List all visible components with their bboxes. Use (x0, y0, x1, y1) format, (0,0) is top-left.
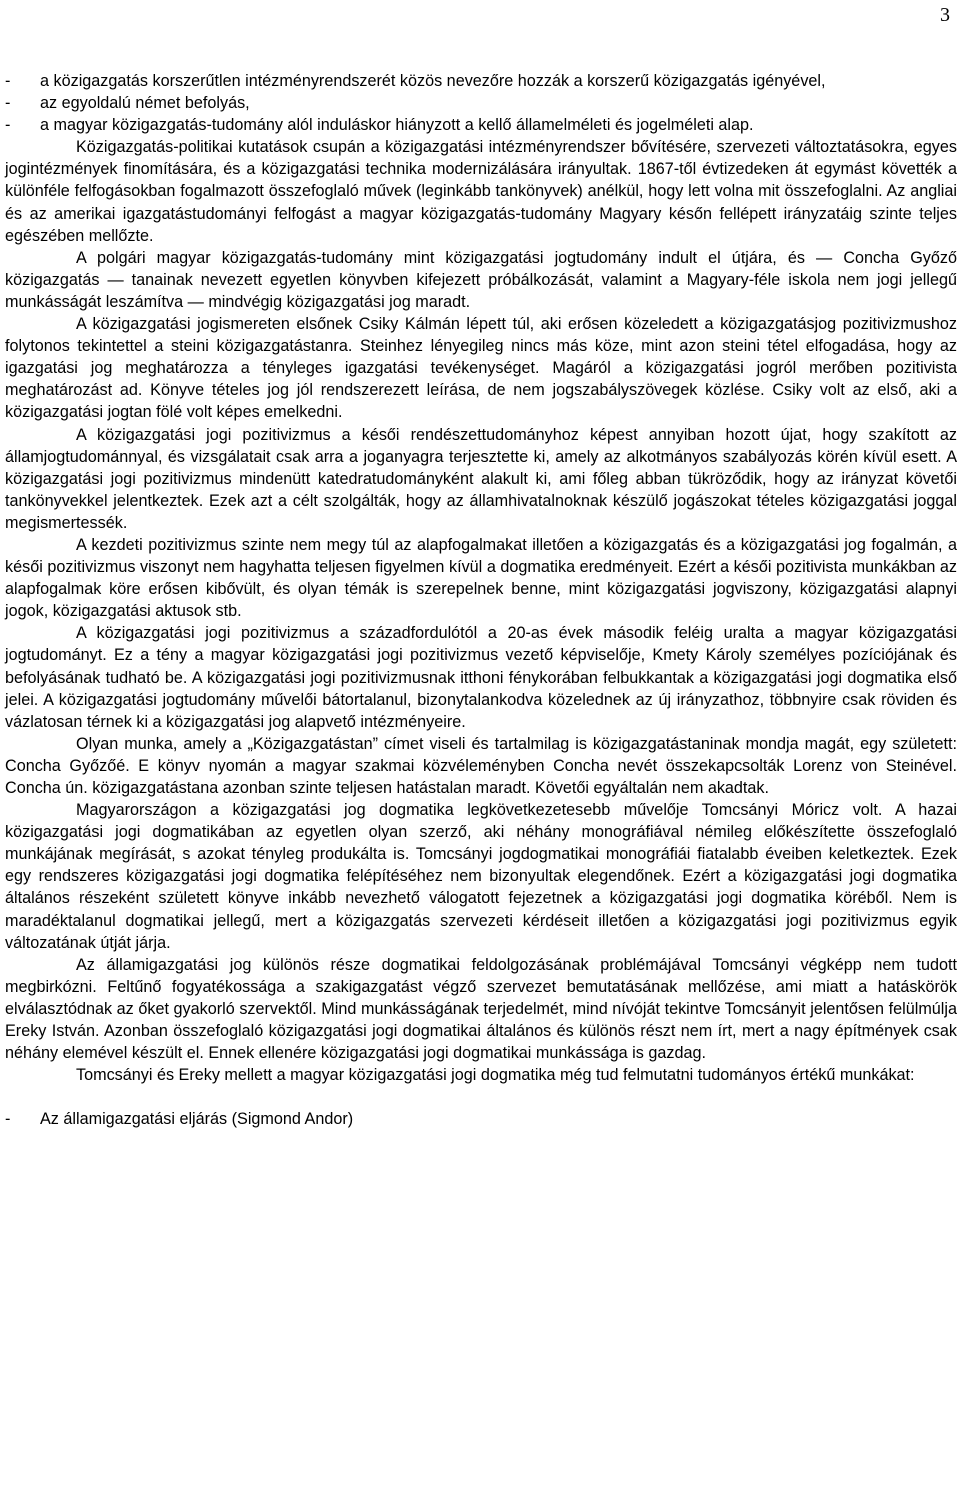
list-dash: - (5, 116, 11, 135)
list-item-text: a közigazgatás korszerűtlen intézményrendszerét közös nevezőre hozzák a korszerű közigazgatás igényével, (40, 72, 826, 90)
intro-list (5, 70, 957, 136)
list-dash: - (5, 72, 11, 90)
list-item (5, 70, 957, 92)
paragraph: Magyarországon a közigazgatási jog dogmatika legkövetkezetesebb művelője Tomcsányi Móricz volt. A hazai közigazgatási jogi dogmatikában az egyetlen olyan szerző, aki néhány monográfiával némileg előkészítette összefoglaló munkájának megírását, s azokat tényleg produkálta is. Tomcsányi jogdogmatikai monográfiái fiatalabb éveiben keletkeztek. Ezek egy rendszeres közigazgatási jogi dogmatika felépítéséhez nem bizonyultak elegendőnek. Ezért a közigazgatási jogi dogmatika általános részeként született könyve inkább nevezhető válogatott fejezetnek a közigazgatási jogi dogmatika köréből. Nem is maradéktalanul dogmatikai jellegű, mert a közigazgatás szervezeti kérdéseit illetően a közigazgatási jogi pozitivizmus egyik változatának útját járja. (5, 801, 957, 952)
spacer (5, 1086, 957, 1108)
paragraph: Olyan munka, amely a „Közigazgatástan” címet viseli és tartalmilag is közigazgatástaninak mondja magát, egy született: Concha Győzőé. E könyv nyomán a magyar szakmai közvéleményben Concha nevét összekapcsolták Lorenz von Steinével. Concha ún. közigazgatástana azonban szinte teljesen hatástalan maradt. Követői egyáltalán nem akadtak. (5, 734, 957, 797)
paragraph: A közigazgatási jogi pozitivizmus a késői rendészettudományhoz képest annyiban hozott újat, hogy szakított az államjogtudománnyal, és vizsgálatait csak arra a joganyagra terjesztette ki, amely az alkotmányos szabályozás körén kívül esett. A közigazgatási jogi pozitivizmus mindenütt katedratudományként alakult ki, ami főleg abban tükröződik, hogy az irányzat követői tankönyvekkel jelentkeztek. Ezek azt a célt szolgálták, hogy az államhivatalnoknak készülő jogászokat tételes közigazgatási joggal megismertessék. (5, 425, 957, 532)
bottom-list (5, 1108, 957, 1130)
paragraph: Az államigazgatási jog különös része dogmatikai feldolgozásának problémájával Tomcsányi végképp nem tudott megbirkózni. Feltűnő fogyatékossága a szakigazgatást végző szervezet bemutatásának mellőzése, ami miatt a hatáskörök elválasztódnak az őket gyakorló szervektől. Mind munkásságának terjedelmét, mind nívóját tekintve Tomcsányit jelentősen felülmúlja Ereky István. Azonban összefoglaló közigazgatási jogi dogmatikai általános és különös részt nem írt, mert a nagy építmények csak néhány elemével készült el. Ennek ellenére közigazgatási jogi dogmatikai munkássága is gazdag. (5, 955, 957, 1063)
paragraph: A közigazgatási jogi pozitivizmus a századfordulótól a 20-as évek második feléig uralta a magyar közigazgatási jogtudományt. Ez a tény a magyar közigazgatási jogi pozitivizmus vezető képviselője, Kmety Károly személyes pozíciójának és befolyásának tudható be. A közigazgatási jogi pozitivizmusnak itthoni fénykorában felbukkantak a közigazgatási jogi dogmatika első jelei. A közigazgatási jogtudomány művelői bátortalanul, bizonytalankodva közelednek az új irányzathoz, többnyire csak röviden és vázlatosan térnek ki a közigazgatási jog alapvető intézményeire. (5, 624, 957, 731)
list-dash: - (5, 1110, 11, 1129)
list-item-text: Az államigazgatási eljárás (Sigmond Andor) (40, 1110, 354, 1129)
list-item (5, 92, 957, 114)
paragraph: A kezdeti pozitivizmus szinte nem megy túl az alapfogalmakat illetően a közigazgatás és a közigazgatási jog fogalmán, a késői pozitivizmus viszonyt nem hagyhatta teljesen figyelmen kívül a dogmatika eredményeit. Ezért a késői pozitivista munkákban az alapfogalmak köre erősen kibővült, és olyan témák is szerepelnek benne, mint közigazgatási jogviszony, közigazgatási alapnyi jogok, közigazgatási aktusok stb. (5, 535, 957, 621)
list-item (5, 1108, 957, 1130)
paragraph: Tomcsányi és Ereky mellett a magyar közigazgatási jogi dogmatika még tud felmutatni tudományos értékű munkákat: (76, 1066, 915, 1085)
list-dash: - (5, 94, 11, 113)
page-number: 3 (940, 4, 950, 26)
list-item-text: a magyar közigazgatás-tudomány alól induláskor hiányzott a kellő államelméleti és jogelméleti alap. (40, 116, 754, 135)
list-item-text: az egyoldalú német befolyás, (40, 94, 250, 113)
paragraph: A polgári magyar közigazgatás-tudomány mint közigazgatási jogtudomány indult el útjára, és — Concha Győző közigazgatás — tanainak nevezett egyetlen könyvben kifejezett próbálkozását, valamint a Magyary-féle iskola nem jogi jellegű munkásságát leszámítva — mindvégig közigazgatási jog maradt. (5, 248, 957, 311)
paragraph: Közigazgatás-politikai kutatások csupán a közigazgatási intézményrendszer bővítésére, szervezeti változtatásokra, egyes jogintézmények finomítására, és a közigazgatási technika modernizálására irányultak. 1867-től évtizedeken át egymást követték a különféle felfogásokban fogalmazott összefoglaló művek (leginkább tankönyvek) anélkül, hogy lett volna mit összefoglalni. Az angliai és az amerikai igazgatástudományi felfogást a magyar közigazgatás-tudomány Magyary későn fellépett irányzatáig szinte teljes egészében mellőzte. (5, 138, 957, 245)
document-body (5, 70, 957, 1130)
list-item (5, 114, 957, 136)
paragraph: A közigazgatási jogismereten elsőnek Csiky Kálmán lépett túl, aki erősen közeledett a közigazgatásjog pozitivizmushoz folytonos tekintettel a steini közigazgatástanra. Steinhez lényegileg nincs más köze, mint azon steini tétel elfogadása, hogy az igazgatási jog meghatározza a tényleges igazgatási tevékenységet. Magáról a közigazgatási jogról merőben pozitivista meghatározást ad. Könyve tételes jog jól rendszerezett leírása, de nem jogszabályszövegek közlése. Csiky volt az első, aki a közigazgatási jogtan fölé volt képes emelkedni. (5, 315, 957, 422)
